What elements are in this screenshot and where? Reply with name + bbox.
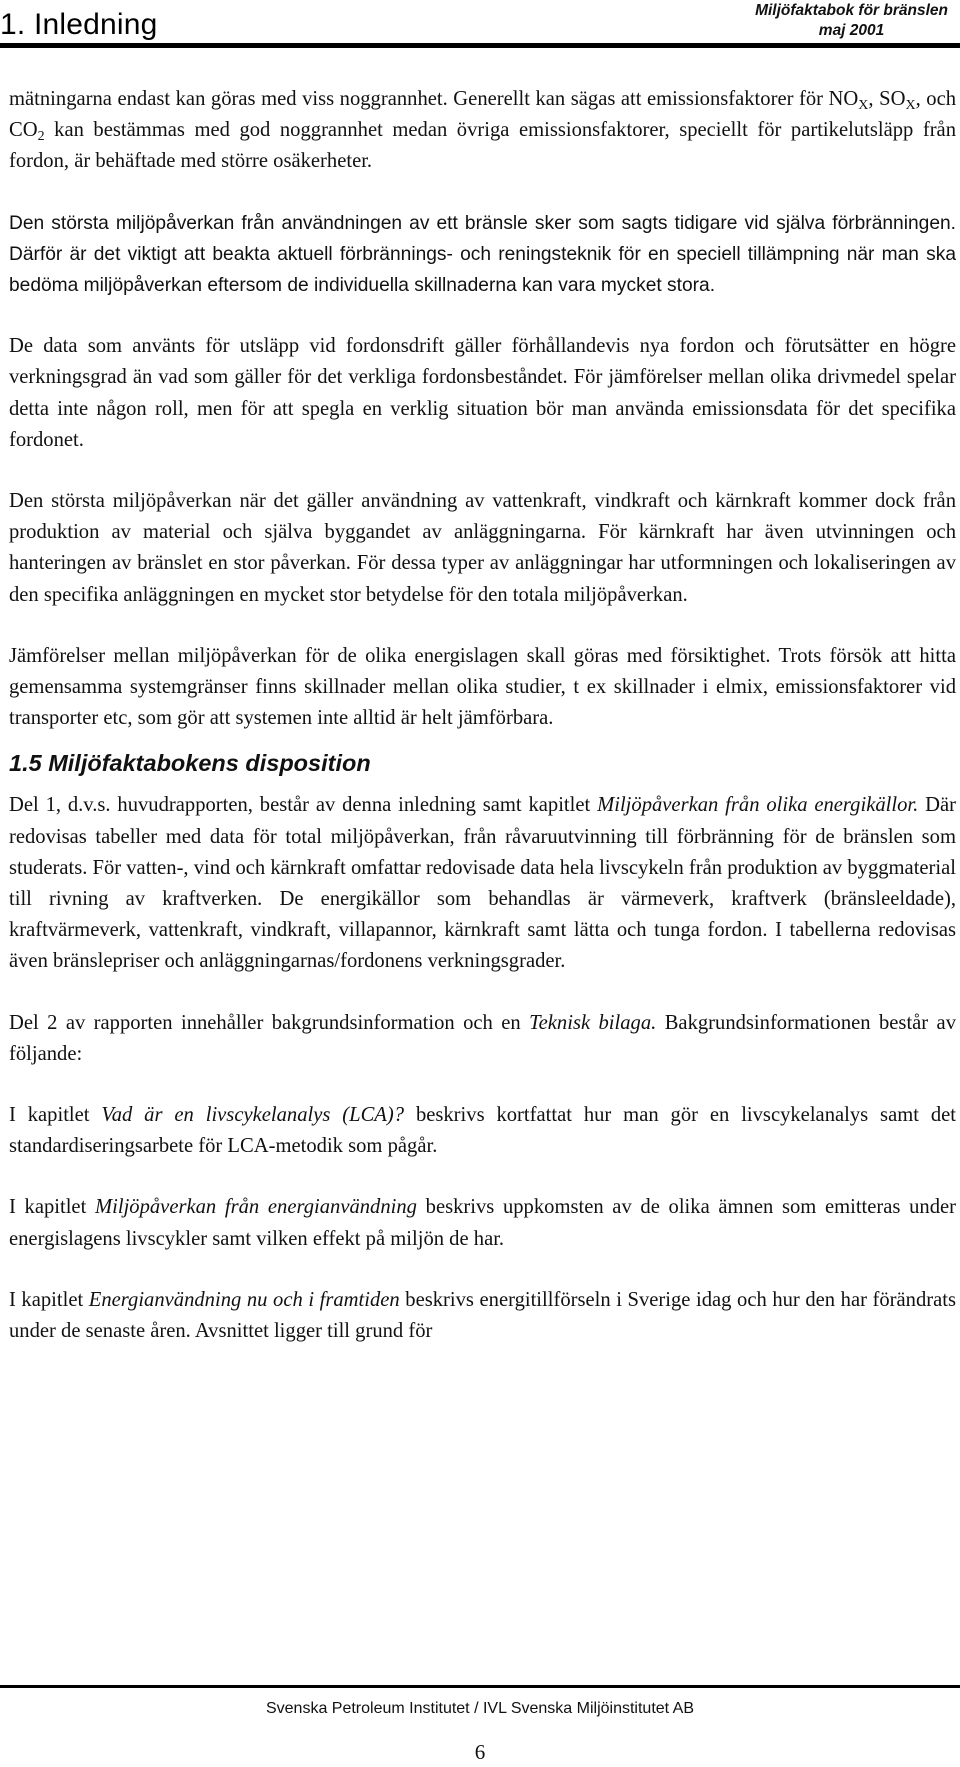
text-run: I kapitlet (9, 1196, 95, 1219)
chapter-reference: Teknisk bilaga. (529, 1011, 657, 1034)
footer-rule (0, 1685, 960, 1688)
chapter-reference: Miljöpåverkan från energianvändning (94, 1196, 417, 1219)
text-run: Del 2 av rapporten innehåller bakgrundsinformation och en (9, 1011, 530, 1034)
paragraph-measurement-accuracy (9, 84, 956, 178)
paragraph-part-two (9, 1008, 956, 1070)
text-run: Bakgrundsinformationen består av följande: (9, 1011, 956, 1065)
text-run: , SO (868, 88, 906, 110)
section-heading: 1.5 Miljöfaktabokens disposition (9, 750, 371, 777)
text-run: beskrivs uppkomsten av de olika ämnen som emitteras under energislagens livscykler samt vilken effekt på miljön de har. (9, 1196, 956, 1250)
body-text (9, 84, 956, 1347)
paragraph-energy-use-chapter (9, 1285, 956, 1347)
chapter-title: 1. Inledning (0, 8, 158, 41)
text-run: beskrivs energitillförseln i Sverige idag och hur den har förändrats under de senaste åren. Avsnittet ligger till grund för (9, 1288, 957, 1343)
running-header (755, 1, 948, 41)
text-run: Del 1, d.v.s. huvudrapporten, består av denna inledning samt kapitlet (9, 794, 598, 817)
text-run: Den största miljöpåverkan från användningen av ett bränsle sker som sagts tidigare vid själva förbränningen. (9, 212, 956, 234)
text-run: , och CO (9, 88, 957, 142)
book-title: Miljöfaktabok för bränslen (755, 2, 948, 19)
chapter-reference: Vad är en livscykelanalys (LCA)? (101, 1104, 405, 1127)
publication-date: maj 2001 (818, 22, 885, 39)
text-run: kan bestämmas med god noggrannhet medan övriga emissionsfaktorer, speciellt för partikelutsläpp från fordon, är behäftade med större osäkerheter. (9, 119, 956, 173)
text-run: mätningarna endast kan göras med viss noggrannhet. Generellt kan sägas att emissionsfaktorer för NO (9, 88, 859, 110)
paragraph-lca-chapter (9, 1100, 956, 1162)
chapter-reference: Miljöpåverkan från olika energikällor. (597, 794, 919, 817)
header-rule (0, 43, 960, 48)
paragraph-combustion-impact (9, 208, 956, 302)
subscript: X (858, 98, 869, 113)
paragraph-environmental-impact-chapter (9, 1192, 956, 1254)
text-run: Där redovisas tabeller med data för total miljöpåverkan, från råvaruutvinning till förbränning för de bränslen som studerats. För vatten-, vind och kärnkraft omfattar redovisade data hela livscykeln från produktion av byggmaterial till rivning av kraftverken. De energikällor som behandlas är värmeverk, kraftverk (bränsleeldade), kraftvärmeverk, vattenkraft, vindkraft, villapannor, kärnkraft samt lätta och tunga fordon. I tabellerna redovisas även bränslepriser och anläggningarnas/fordonens verkningsgrader. (9, 794, 957, 973)
subscript: 2 (37, 129, 45, 145)
text-run: Därför är det viktigt att beakta aktuell förbrännings- och reningsteknik för en speciell tillämpning när man ska bedöma miljöpåverkan eftersom de individuella skillnaderna kan vara mycket stora. (9, 243, 956, 297)
chapter-reference: Energianvändning nu och i framtiden (88, 1288, 400, 1311)
text-run: I kapitlet (9, 1288, 89, 1311)
paragraph-power-plants: Den största miljöpåverkan när det gäller användning av vattenkraft, vindkraft och kärnkraft kommer dock från produktion av material och själva byggandet av anläggningarna. För kärnkraft har även utvinningen och hanteringen av bränslet en stor påverkan. För dessa typer av anläggningar har utformningen och lokaliseringen av den specifika anläggningen en mycket stor betydelse för den totala miljöpåverkan. (9, 490, 956, 606)
page-number: 6 (474, 1740, 486, 1764)
text-run: I kapitlet (9, 1104, 102, 1127)
subscript: X (905, 98, 916, 113)
paragraph-vehicle-data: De data som använts för utsläpp vid fordonsdrift gäller förhållandevis nya fordon och förutsätter en högre verkningsgrad än vad som gäller för det verkliga fordonsbeståndet. För jämförelser mellan olika drivmedel spelar detta inte någon roll, men för att spegla en verklig situation bör man använda emissionsdata för det specifika fordonet. (9, 335, 956, 451)
text-run: beskrivs kortfattat hur man gör en livscykelanalys samt det standardiseringsarbete för LCA-metodik som pågår. (9, 1104, 956, 1158)
footer-organizations: Svenska Petroleum Institutet / IVL Svenska Miljöinstitutet AB (265, 1700, 695, 1717)
paragraph-part-one (9, 790, 956, 977)
paragraph-comparisons: Jämförelser mellan miljöpåverkan för de olika energislagen skall göras med försiktighet. Trots försök att hitta gemensamma systemgränser finns skillnader mellan olika studier, t ex skillnader i elmix, emissionsfaktorer vid transporter etc, som gör att systemen inte alltid är helt jämförbara. (9, 644, 956, 730)
